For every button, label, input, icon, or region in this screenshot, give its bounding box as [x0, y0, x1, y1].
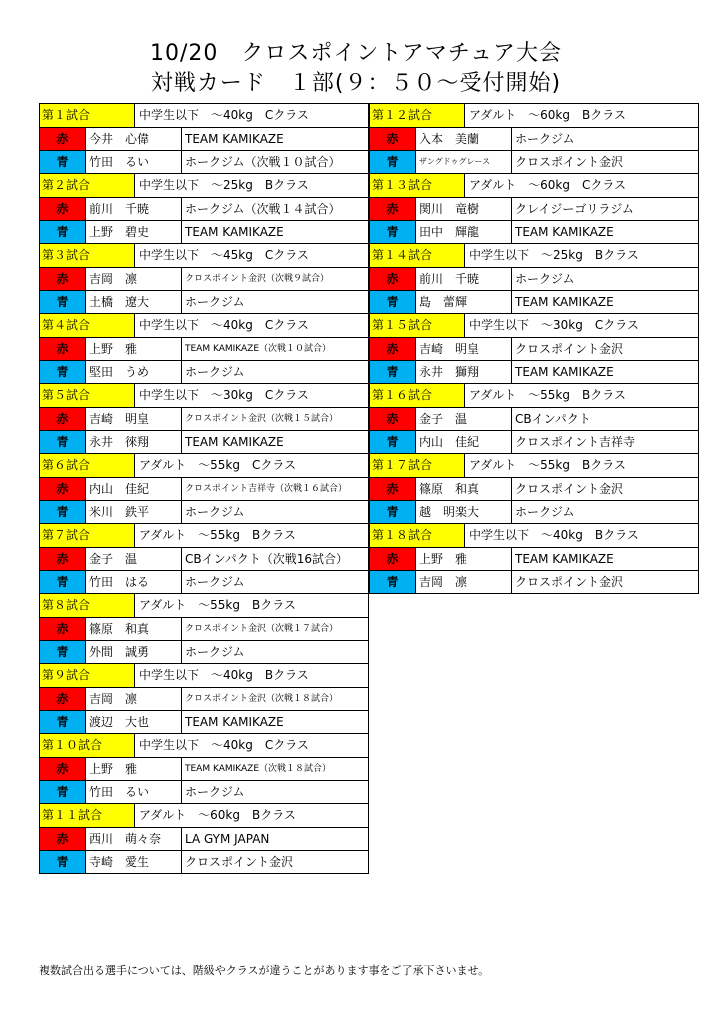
match-class: アダルト 〜60kg Bクラス — [139, 808, 296, 822]
blue-corner-row — [370, 570, 698, 593]
match-header — [40, 804, 368, 827]
blue-corner-label: 青 — [370, 571, 416, 593]
blue-corner-row — [370, 500, 698, 523]
blue-corner-label: 青 — [40, 361, 86, 383]
fighter-name: 上野 雅 — [86, 758, 182, 780]
fighter-name: 永井 獅翔 — [416, 361, 512, 383]
fighter-name: 吉岡 凛 — [86, 688, 182, 710]
match-card — [369, 384, 699, 454]
red-corner-row — [370, 337, 698, 360]
match-number: 第７試合 — [40, 524, 135, 547]
match-class: アダルト 〜55kg Bクラス — [469, 458, 626, 472]
fighter-name: 土橋 遼大 — [86, 291, 182, 313]
red-corner-label: 赤 — [370, 128, 416, 150]
fighter-name: 吉岡 凛 — [416, 571, 512, 593]
fighter-team: クレイジーゴリラジム — [515, 202, 634, 216]
red-corner-row — [370, 267, 698, 290]
match-number: 第１０試合 — [40, 734, 135, 757]
match-class: アダルト 〜60kg Bクラス — [469, 108, 626, 122]
match-class: 中学生以下 〜25kg Bクラス — [469, 248, 639, 262]
red-corner-label: 赤 — [40, 408, 86, 430]
red-corner-row — [40, 617, 368, 640]
blue-corner-label: 青 — [40, 781, 86, 803]
fighter-team: ホークジム（次戦１４試合） — [185, 202, 341, 216]
red-corner-label: 赤 — [370, 548, 416, 570]
match-number: 第５試合 — [40, 384, 135, 407]
match-class: アダルト 〜55kg Bクラス — [139, 528, 296, 542]
fighter-name: 内山 佳紀 — [416, 431, 512, 453]
fighter-name: 竹田 はる — [86, 571, 182, 593]
match-header — [370, 384, 698, 407]
match-card — [39, 454, 369, 524]
fighter-name: 永井 徠翔 — [86, 431, 182, 453]
blue-corner-row — [40, 430, 368, 453]
match-header — [40, 524, 368, 547]
fighter-name: 金子 温 — [416, 408, 512, 430]
match-header — [370, 244, 698, 267]
fighter-team: TEAM KAMIKAZE — [185, 225, 284, 239]
blue-corner-label: 青 — [40, 501, 86, 523]
red-corner-label: 赤 — [370, 338, 416, 360]
match-card — [39, 734, 369, 804]
fighter-name: 越 明楽大 — [416, 501, 512, 523]
fighter-team: クロスポイント金沢（次戦１７試合） — [185, 624, 339, 634]
fighter-name: 上野 碧史 — [86, 221, 182, 243]
red-corner-label: 赤 — [40, 618, 86, 640]
match-card — [39, 524, 369, 594]
match-card — [369, 244, 699, 314]
red-corner-row — [370, 197, 698, 220]
match-class: アダルト 〜55kg Cクラス — [139, 458, 297, 472]
match-number: 第１試合 — [40, 104, 135, 127]
fighter-team: LA GYM JAPAN — [185, 832, 270, 846]
fighter-name: 島 蕾輝 — [416, 291, 512, 313]
left-match-column — [39, 103, 369, 874]
match-card — [39, 314, 369, 384]
fighter-team: クロスポイント吉祥寺（次戦１６試合） — [185, 484, 348, 494]
fighter-team: ホークジム — [185, 645, 245, 659]
fighter-name: 上野 雅 — [86, 338, 182, 360]
red-corner-row — [370, 547, 698, 570]
match-header — [370, 454, 698, 477]
fighter-name: 吉岡 凛 — [86, 268, 182, 290]
match-number: 第６試合 — [40, 454, 135, 477]
fighter-team: クロスポイント金沢 — [515, 575, 624, 589]
match-header — [370, 524, 698, 547]
blue-corner-label: 青 — [370, 291, 416, 313]
blue-corner-label: 青 — [40, 221, 86, 243]
match-number: 第１２試合 — [370, 104, 465, 127]
match-number: 第１３試合 — [370, 174, 465, 197]
fighter-name: 寺崎 愛生 — [86, 851, 182, 873]
match-class: 中学生以下 〜45kg Cクラス — [139, 248, 309, 262]
fighter-name: 外間 誠勇 — [86, 641, 182, 663]
fighter-team: ホークジム — [515, 132, 575, 146]
match-number: 第８試合 — [40, 594, 135, 617]
red-corner-label: 赤 — [370, 268, 416, 290]
fighter-team: CBインパクト（次戦16試合） — [185, 552, 349, 566]
blue-corner-label: 青 — [370, 501, 416, 523]
fighter-team: TEAM KAMIKAZE — [515, 365, 614, 379]
red-corner-row — [40, 477, 368, 500]
red-corner-row — [40, 547, 368, 570]
red-corner-row — [40, 827, 368, 850]
fighter-name: 吉崎 明皇 — [416, 338, 512, 360]
match-number: 第１６試合 — [370, 384, 465, 407]
fighter-team: ホークジム — [515, 272, 575, 286]
red-corner-row — [370, 407, 698, 430]
fighter-team: クロスポイント吉祥寺 — [515, 435, 636, 449]
fighter-team: ホークジム — [185, 365, 245, 379]
fighter-name: 今井 心偉 — [86, 128, 182, 150]
fighter-team: TEAM KAMIKAZE — [185, 715, 284, 729]
match-number: 第１１試合 — [40, 804, 135, 827]
fighter-name: 前川 千暁 — [86, 198, 182, 220]
red-corner-label: 赤 — [370, 198, 416, 220]
red-corner-row — [40, 267, 368, 290]
blue-corner-row — [40, 710, 368, 733]
match-card — [39, 594, 369, 664]
blue-corner-row — [370, 290, 698, 313]
match-class: アダルト 〜55kg Bクラス — [139, 598, 296, 612]
blue-corner-row — [40, 500, 368, 523]
blue-corner-row — [40, 570, 368, 593]
match-class: 中学生以下 〜40kg Cクラス — [139, 738, 309, 752]
blue-corner-label: 青 — [40, 851, 86, 873]
blue-corner-row — [40, 640, 368, 663]
match-header — [40, 384, 368, 407]
match-class: 中学生以下 〜40kg Cクラス — [139, 108, 309, 122]
red-corner-row — [40, 687, 368, 710]
fighter-name: 上野 雅 — [416, 548, 512, 570]
red-corner-label: 赤 — [40, 688, 86, 710]
blue-corner-row — [370, 150, 698, 173]
fighter-team: クロスポイント金沢 — [515, 155, 624, 169]
page-title: 10/20 クロスポイントアマチュア大会 — [149, 41, 563, 66]
match-card — [39, 244, 369, 314]
match-class: アダルト 〜60kg Cクラス — [469, 178, 627, 192]
fighter-name: 田中 輝龍 — [416, 221, 512, 243]
match-card — [369, 454, 699, 524]
fighter-name: 篠原 和真 — [416, 478, 512, 500]
fighter-name: 竹田 るい — [86, 151, 182, 173]
fighter-team: TEAM KAMIKAZE — [185, 435, 284, 449]
match-class: 中学生以下 〜40kg Bクラス — [469, 528, 639, 542]
fighter-team: クロスポイント金沢 — [515, 482, 624, 496]
fighter-name: 渡辺 大也 — [86, 711, 182, 733]
fighter-team: TEAM KAMIKAZE（次戦１８試合） — [185, 764, 332, 774]
blue-corner-row — [40, 150, 368, 173]
red-corner-row — [40, 407, 368, 430]
fighter-team: ホークジム — [185, 505, 245, 519]
red-corner-label: 赤 — [40, 828, 86, 850]
match-number: 第３試合 — [40, 244, 135, 267]
fighter-name: 前川 千暁 — [416, 268, 512, 290]
match-number: 第１４試合 — [370, 244, 465, 267]
match-header — [40, 314, 368, 337]
match-card — [39, 664, 369, 734]
match-header — [370, 314, 698, 337]
match-header — [40, 664, 368, 687]
red-corner-label: 赤 — [40, 758, 86, 780]
red-corner-label: 赤 — [40, 338, 86, 360]
red-corner-row — [40, 197, 368, 220]
fighter-name: 関川 竜樹 — [416, 198, 512, 220]
fighter-team: ホークジム — [185, 785, 245, 799]
match-header — [40, 454, 368, 477]
fighter-team: TEAM KAMIKAZE（次戦１０試合） — [185, 344, 332, 354]
fighter-name: 西川 萌々奈 — [86, 828, 182, 850]
match-card — [369, 314, 699, 384]
fighter-name: 内山 佳紀 — [86, 478, 182, 500]
red-corner-row — [370, 127, 698, 150]
match-number: 第１８試合 — [370, 524, 465, 547]
fighter-name: 篠原 和真 — [86, 618, 182, 640]
blue-corner-row — [40, 850, 368, 873]
blue-corner-label: 青 — [40, 151, 86, 173]
right-match-column — [369, 103, 699, 594]
blue-corner-label: 青 — [40, 641, 86, 663]
match-header — [40, 104, 368, 127]
blue-corner-label: 青 — [40, 571, 86, 593]
fighter-name: ザングドゥグレース — [416, 151, 512, 173]
red-corner-label: 赤 — [370, 408, 416, 430]
red-corner-label: 赤 — [40, 128, 86, 150]
blue-corner-label: 青 — [40, 291, 86, 313]
red-corner-label: 赤 — [40, 548, 86, 570]
match-class: アダルト 〜55kg Bクラス — [469, 388, 626, 402]
match-number: 第２試合 — [40, 174, 135, 197]
match-number: 第１７試合 — [370, 454, 465, 477]
match-class: 中学生以下 〜30kg Cクラス — [469, 318, 639, 332]
fighter-team: クロスポイント金沢 — [515, 342, 624, 356]
blue-corner-row — [40, 780, 368, 803]
fighter-name: 吉崎 明皇 — [86, 408, 182, 430]
footer-note: 複数試合出る選手については、階級やクラスが違うことがあります事をご了承下さいませ。 — [39, 964, 490, 977]
fighter-team: TEAM KAMIKAZE — [185, 132, 284, 146]
red-corner-row — [40, 337, 368, 360]
fighter-team: ホークジム — [185, 295, 245, 309]
blue-corner-label: 青 — [40, 711, 86, 733]
red-corner-label: 赤 — [40, 478, 86, 500]
fighter-team: ホークジム — [185, 575, 245, 589]
fighter-team: TEAM KAMIKAZE — [515, 225, 614, 239]
match-card — [369, 174, 699, 244]
fighter-name: 米川 鉄平 — [86, 501, 182, 523]
blue-corner-row — [40, 290, 368, 313]
match-card — [39, 174, 369, 244]
match-number: 第１５試合 — [370, 314, 465, 337]
match-card — [39, 103, 369, 174]
fighter-team: クロスポイント金沢（次戦９試合） — [185, 274, 330, 284]
match-header — [40, 734, 368, 757]
match-header — [40, 174, 368, 197]
blue-corner-label: 青 — [370, 221, 416, 243]
match-header — [40, 594, 368, 617]
fighter-team: ホークジム（次戦１０試合） — [185, 155, 341, 169]
fighter-name: 入本 美蘭 — [416, 128, 512, 150]
blue-corner-row — [370, 220, 698, 243]
fighter-name: 竹田 るい — [86, 781, 182, 803]
red-corner-label: 赤 — [370, 478, 416, 500]
blue-corner-row — [370, 360, 698, 383]
match-card — [369, 103, 699, 174]
fighter-team: TEAM KAMIKAZE — [515, 552, 614, 566]
red-corner-row — [370, 477, 698, 500]
match-header — [40, 244, 368, 267]
page-subtitle: 対戦カード １部(９：５０〜受付開始) — [150, 71, 562, 96]
match-number: 第４試合 — [40, 314, 135, 337]
blue-corner-label: 青 — [40, 431, 86, 453]
match-class: 中学生以下 〜40kg Bクラス — [139, 668, 309, 682]
fighter-team: クロスポイント金沢（次戦１８試合） — [185, 694, 339, 704]
red-corner-label: 赤 — [40, 268, 86, 290]
match-card — [39, 804, 369, 874]
blue-corner-label: 青 — [370, 151, 416, 173]
match-card — [369, 524, 699, 594]
red-corner-row — [40, 127, 368, 150]
fighter-team: TEAM KAMIKAZE — [515, 295, 614, 309]
fighter-team: CBインパクト — [515, 412, 591, 426]
blue-corner-row — [370, 430, 698, 453]
match-class: 中学生以下 〜25kg Bクラス — [139, 178, 309, 192]
match-header — [370, 174, 698, 197]
match-number: 第９試合 — [40, 664, 135, 687]
fighter-team: クロスポイント金沢（次戦１５試合） — [185, 414, 339, 424]
blue-corner-label: 青 — [370, 431, 416, 453]
red-corner-label: 赤 — [40, 198, 86, 220]
fighter-name: 金子 温 — [86, 548, 182, 570]
red-corner-row — [40, 757, 368, 780]
blue-corner-label: 青 — [370, 361, 416, 383]
match-class: 中学生以下 〜40kg Cクラス — [139, 318, 309, 332]
match-header — [370, 104, 698, 127]
blue-corner-row — [40, 220, 368, 243]
match-class: 中学生以下 〜30kg Cクラス — [139, 388, 309, 402]
fighter-team: ホークジム — [515, 505, 575, 519]
blue-corner-row — [40, 360, 368, 383]
match-card — [39, 384, 369, 454]
fighter-name: 堅田 うめ — [86, 361, 182, 383]
fighter-team: クロスポイント金沢 — [185, 855, 294, 869]
